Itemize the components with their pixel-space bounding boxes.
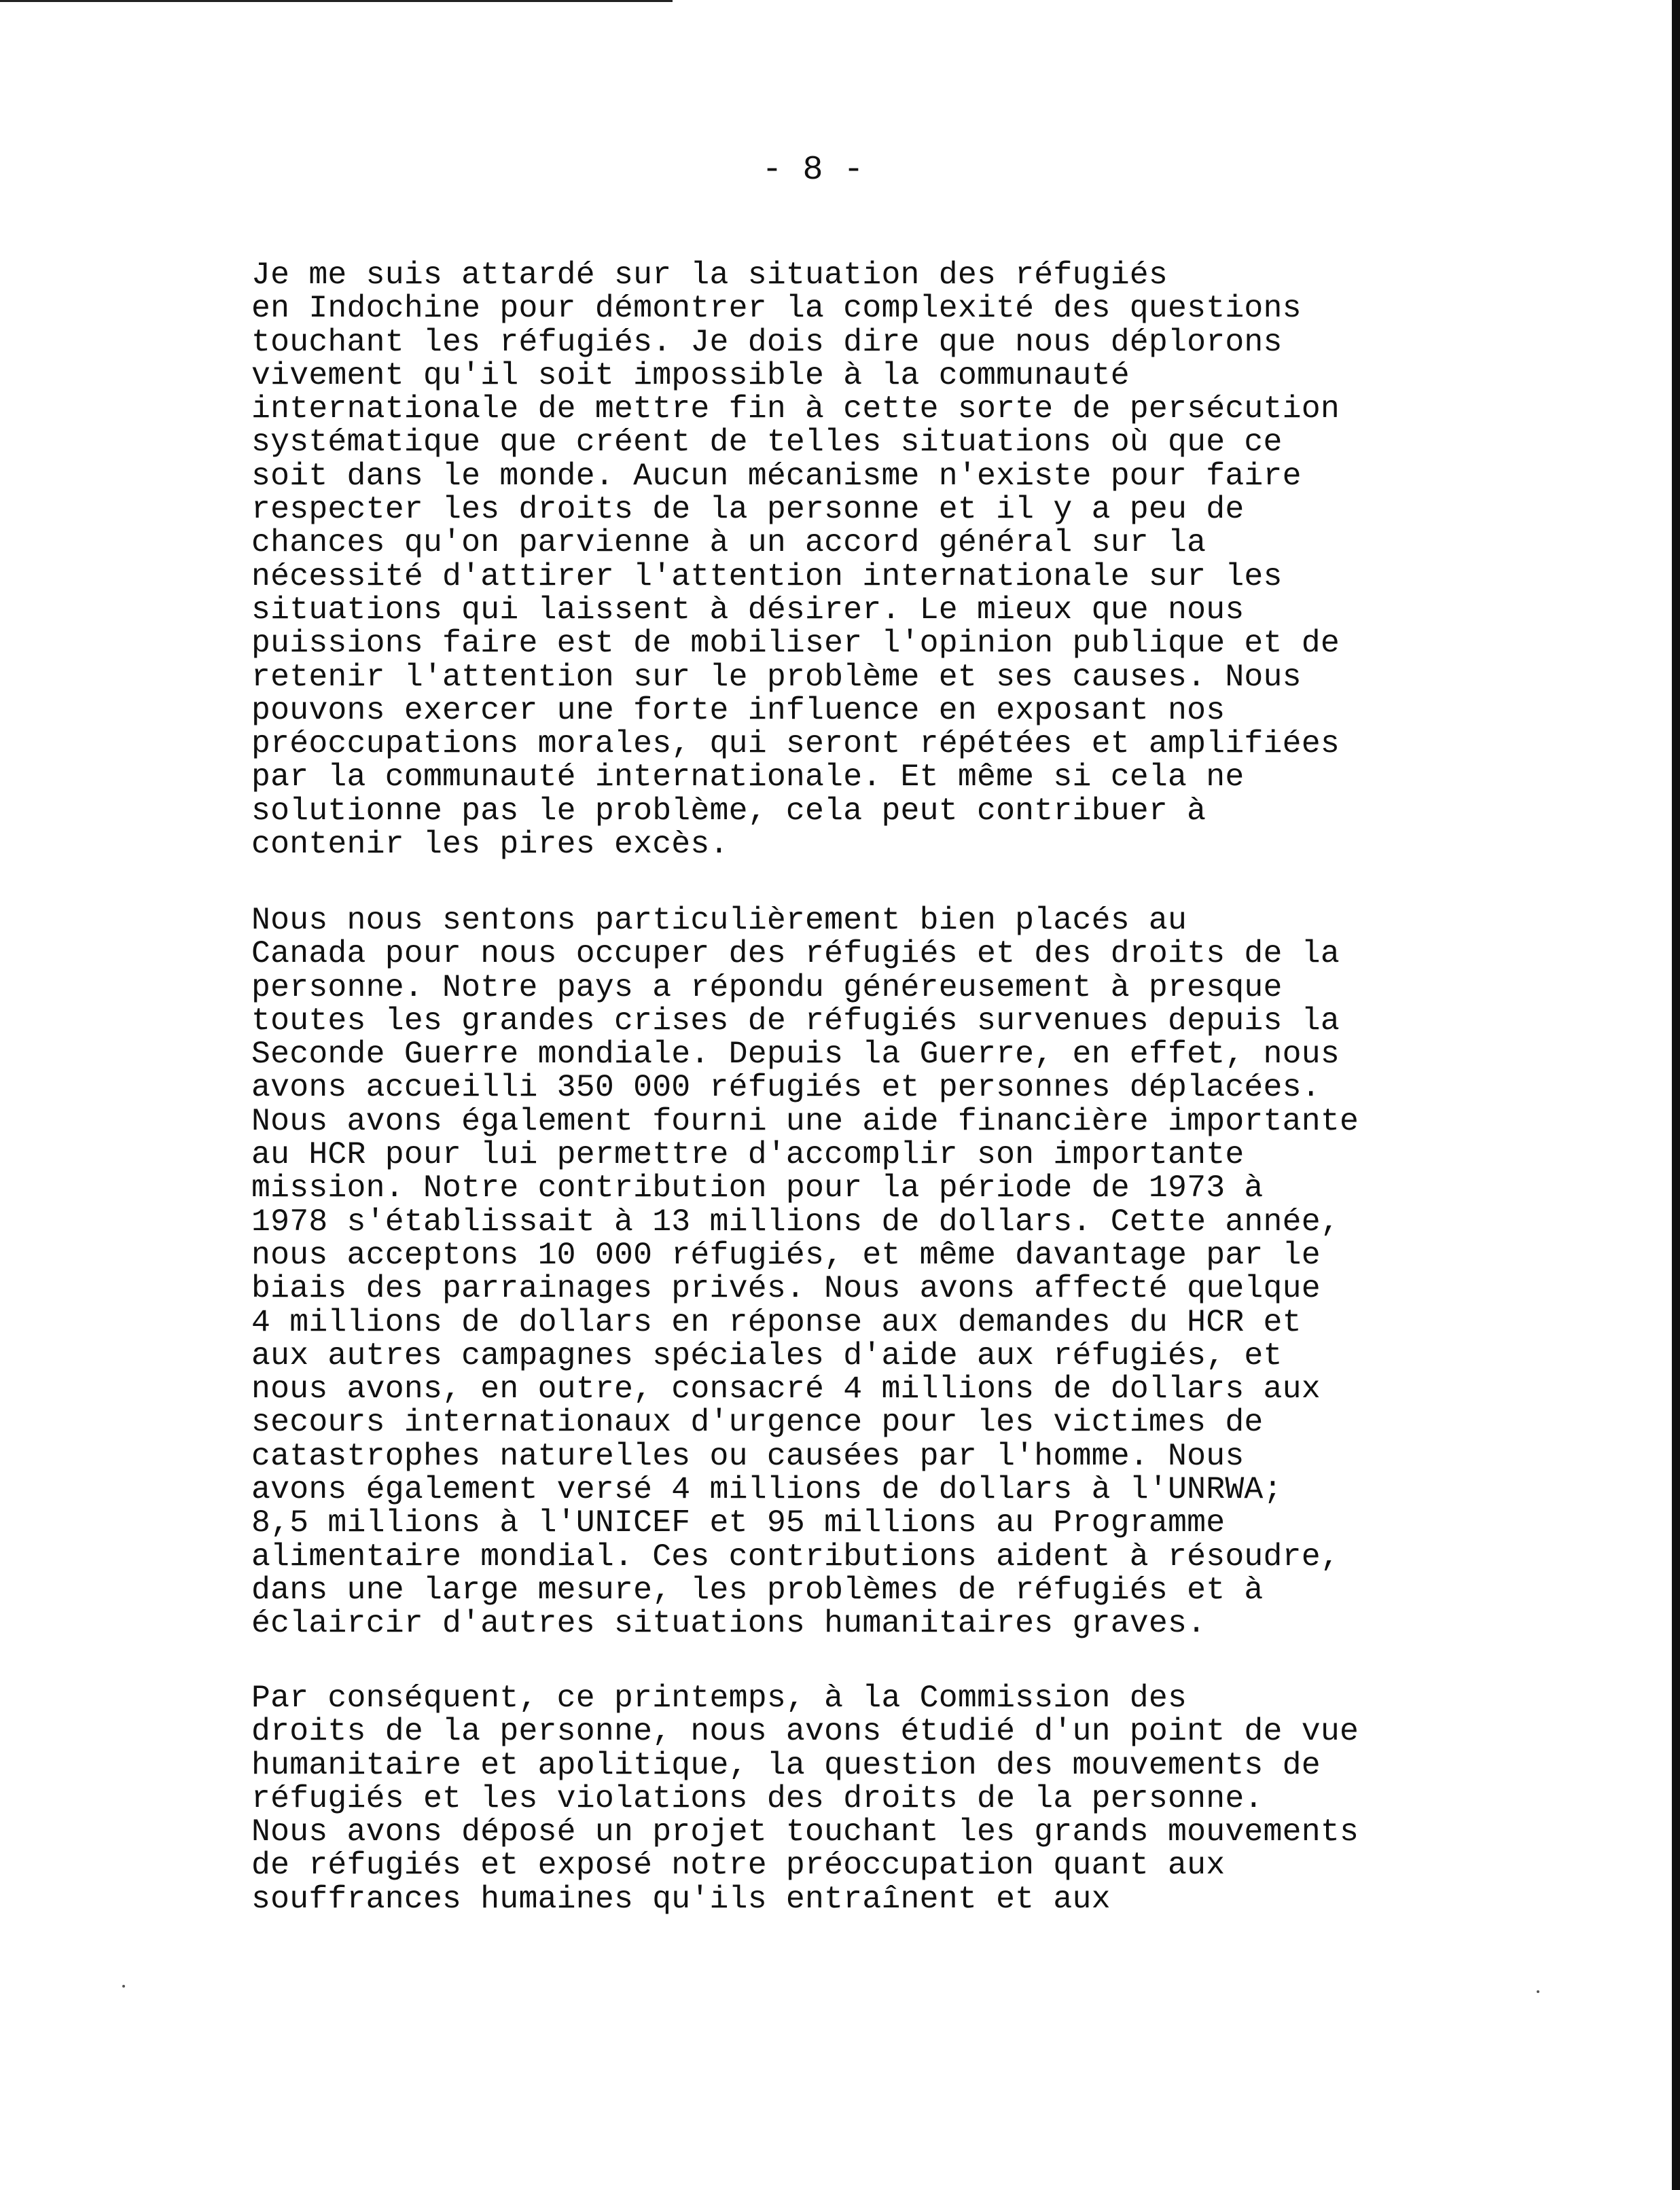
scan-speck [1537,1990,1539,1993]
right-page-edge [1672,0,1680,2190]
paragraph-3-block [251,1681,1447,1916]
paragraph-3: Par conséquent, ce printemps, à la Commission des droits de la personne, nous avons étudié d'un point de vue humanitaire et apolitique, la question des mouvements de réfugiés et les violations des droits de la personne. Nous avons déposé un projet touchant les grands mouvements de réfugiés et exposé notre préoccupation quant aux souffrances humaines qu'ils entraînent et aux [251,1680,1359,1917]
paragraph-1: Je me suis attardé sur la situation des réfugiés en Indochine pour démontrer la complexité des questions touchant les réfugiés. Je dois dire que nous déplorons vivement qu'il soit impossible à la communauté internationale de mettre fin à cette sorte de persécution systématique que créent de telles situations où que ce soit dans le monde. Aucun mécanisme n'existe pour faire respecter les droits de la personne et il y a peu de chances qu'on parvienne à un accord général sur la nécessité d'attirer l'attention internationale sur les situations qui laissent à désirer. Le mieux que nous puissions faire est de mobiliser l'opinion publique et de retenir l'attention sur le problème et ses causes. Nous pouvons exercer une forte influence en exposant nos préoccupations morales, qui seront répétées et amplifiées par la communauté internationale. Et même si cela ne solutionne pas le problème, cela peut contribuer à contenir les pires excès. [251,257,1340,863]
scan-speck [122,1985,125,1988]
paragraph-1-block [251,258,1447,861]
paragraph-2: Nous nous sentons particulièrement bien placés au Canada pour nous occuper des réfugiés et des droits de la personne. Notre pays a répondu généreusement à presque toutes les grandes crises de réfugiés survenues depuis la Seconde Guerre mondiale. Depuis la Guerre, en effet, nous avons accueilli 350 000 réfugiés et personnes déplacées. Nous avons également fourni une aide financière importante au HCR pour lui permettre d'accomplir son importante mission. Notre contribution pour la période de 1973 à 1978 s'établissait à 13 millions de dollars. Cette année, nous acceptons 10 000 réfugiés, et même davantage par le biais des parrainages privés. Nous avons affecté quelque 4 millions de dollars en réponse aux demandes du HCR et aux autres campagnes spéciales d'aide aux réfugiés, et nous avons, en outre, consacré 4 millions de dollars aux secours internationaux d'urgence pour les victimes de catastrophes naturelles ou causées par l'homme. Nous avons également versé 4 millions de dollars à l'UNRWA; 8,5 millions à l'UNICEF et 95 millions au Programme alimentaire mondial. Ces contributions aident à résoudre, dans une large mesure, les problèmes de réfugiés et à éclaircir d'autres situations humanitaires graves. [251,902,1359,1642]
paragraph-2-block [251,903,1447,1640]
page-number: - 8 - [762,151,864,190]
top-border-line [0,0,673,2]
